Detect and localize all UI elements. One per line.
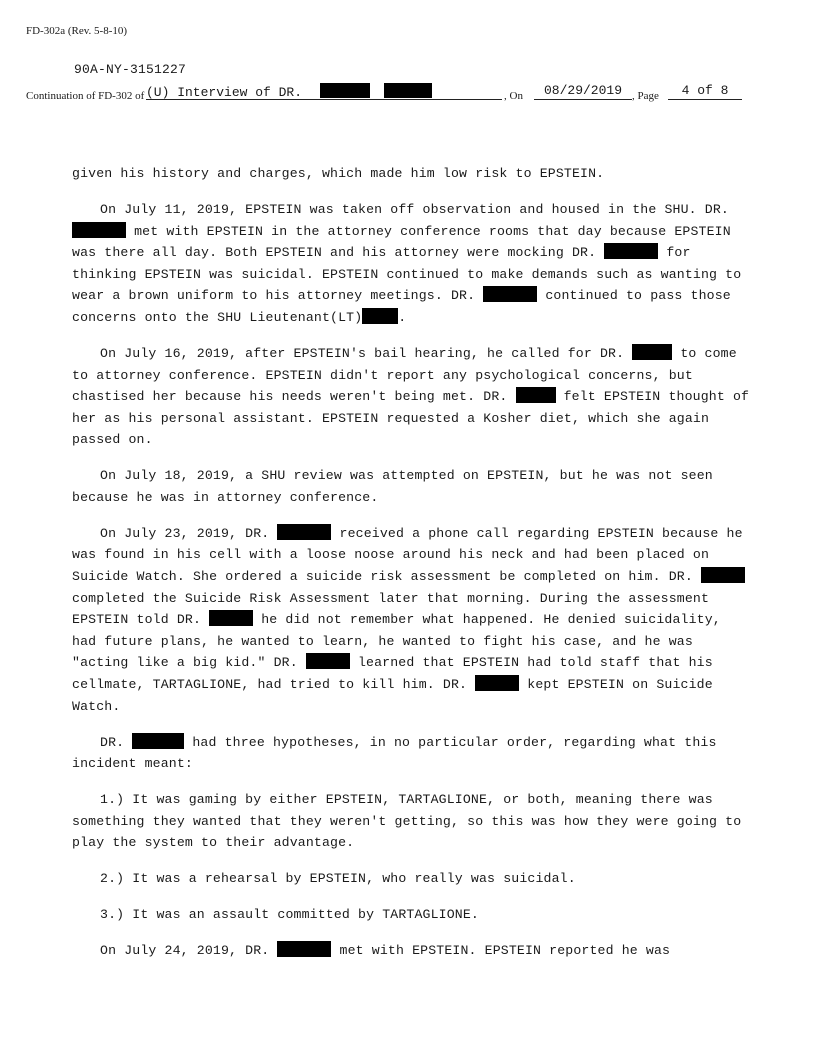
paragraph: On July 23, 2019, DR. received a phone call regarding EPSTEIN because he was found in his cell with a loose noose around his neck and had been placed on Suicide Watch. She ordered a suicide risk assessment be completed on him. DR. completed the Suicide Risk Assessment later that morning. During the assessment EPSTEIN told DR. he did not remember what happened. He denied suicidality, had future plans, he wanted to learn, he wanted to fight his case, and he was "acting like a big kid." DR. learned that EPSTEIN had told staff that his cellmate, TARTAGLIONE, had tried to kill him. DR. kept EPSTEIN on Suicide Watch. <box>72 523 752 717</box>
subject-text: (U) Interview of DR. <box>146 85 303 100</box>
document-body <box>72 163 752 976</box>
redaction <box>516 387 556 403</box>
date-text: 08/29/2019 <box>543 83 622 98</box>
paragraph: On July 18, 2019, a SHU review was attempted on EPSTEIN, but he was not seen because he was in attorney conference. <box>72 468 713 505</box>
page-field <box>668 83 742 100</box>
subject-field <box>146 83 502 100</box>
redaction <box>604 243 658 259</box>
redaction <box>632 344 672 360</box>
redaction <box>132 733 184 749</box>
redaction <box>483 286 537 302</box>
list-item: 3.) It was an assault committed by TARTAGLIONE. <box>100 907 479 923</box>
redaction <box>72 222 126 238</box>
date-field <box>534 83 632 100</box>
list-item: 1.) It was gaming by either EPSTEIN, TARTAGLIONE, or both, meaning there was something they wanted that they weren't getting, so this was how they were going to play the system to their advantage. <box>72 792 742 851</box>
on-label: , On <box>504 90 523 102</box>
list-item: 2.) It was a rehearsal by EPSTEIN, who really was suicidal. <box>100 871 576 887</box>
redaction <box>277 524 331 540</box>
page-number: 4 of 8 <box>681 83 729 98</box>
redaction <box>701 567 745 583</box>
paragraph: DR. had three hypotheses, in no particular order, regarding what this incident meant: <box>72 734 717 772</box>
redaction <box>362 308 398 324</box>
redaction <box>209 610 253 626</box>
redaction <box>475 675 519 691</box>
form-id: FD-302a (Rev. 5-8-10) <box>26 25 128 37</box>
redaction <box>320 83 370 98</box>
redaction <box>384 83 432 98</box>
file-number: 90A-NY-3151227 <box>74 62 187 77</box>
continuation-label: Continuation of FD-302 of <box>26 90 145 102</box>
paragraph: On July 16, 2019, after EPSTEIN's bail hearing, he called for DR. to come to attorney conference. EPSTEIN didn't report any psychological concerns, but chastised her because his needs weren't being met. DR. felt EPSTEIN thought of her as his personal assistant. EPSTEIN requested a Kosher diet, which she again passed on. <box>72 345 750 448</box>
paragraph: On July 11, 2019, EPSTEIN was taken off observation and housed in the SHU. DR. met with EPSTEIN in the attorney conference rooms that day because EPSTEIN was there all day. Both EPSTEIN and his attorney were mocking DR. for thinking EPSTEIN was suicidal. EPSTEIN continued to make demands such as wanting to wear a brown uniform to his attorney meetings. DR. continued to pass those concerns onto the SHU Lieutenant(LT) . <box>72 201 742 325</box>
paragraph: On July 24, 2019, DR. met with EPSTEIN. EPSTEIN reported he was <box>100 943 671 959</box>
page-label: , Page <box>632 90 659 102</box>
paragraph: given his history and charges, which made him low risk to EPSTEIN. <box>72 166 605 181</box>
redaction <box>277 941 331 957</box>
redaction <box>306 653 350 669</box>
